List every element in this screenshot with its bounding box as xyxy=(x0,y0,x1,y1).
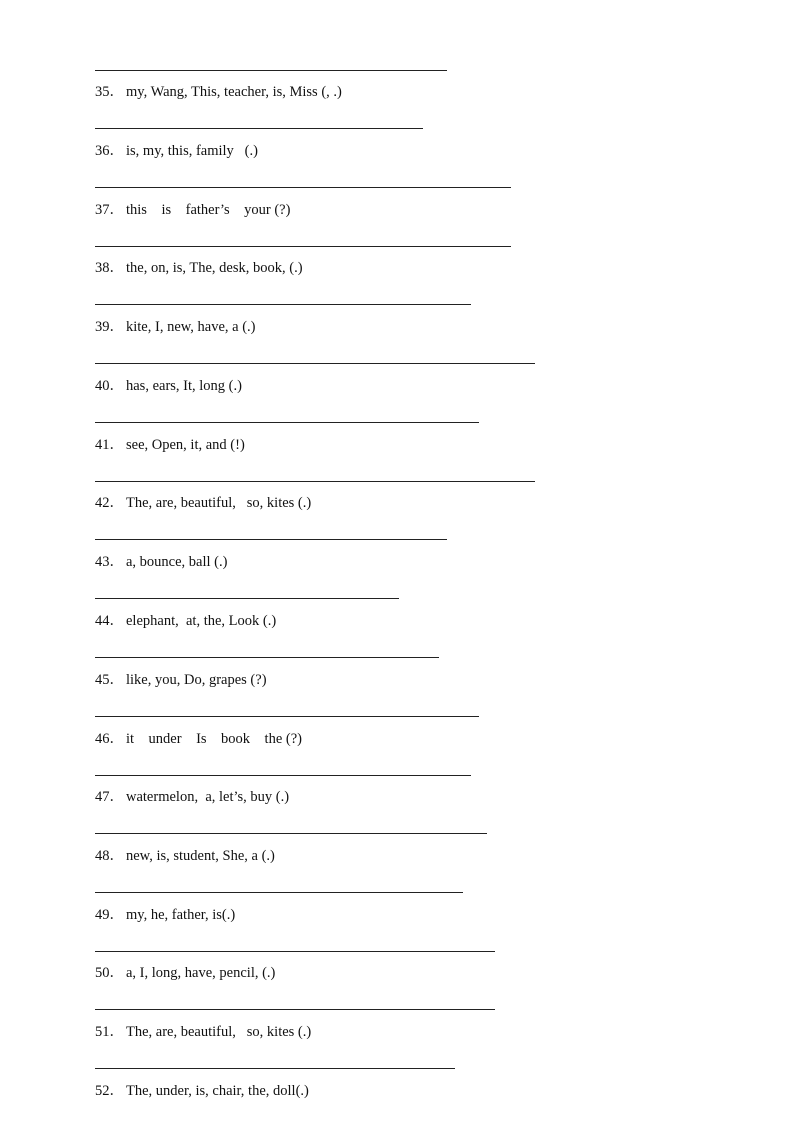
answer-line xyxy=(95,833,487,834)
question-text: it under Is book the (?) xyxy=(126,731,302,747)
question-text: my, he, father, is(.) xyxy=(126,907,236,923)
question-number: 35． xyxy=(95,84,124,100)
answer-line xyxy=(95,246,511,247)
question-text: a, I, long, have, pencil, (.) xyxy=(126,965,276,981)
question-38 xyxy=(95,259,303,277)
question-52 xyxy=(95,1082,309,1100)
question-number: 52． xyxy=(95,1083,124,1099)
question-text: watermelon, a, let’s, buy (.) xyxy=(126,789,290,805)
question-number: 41． xyxy=(95,437,124,453)
question-text: see, Open, it, and (!) xyxy=(126,437,245,453)
question-text: a, bounce, ball (.) xyxy=(126,554,228,570)
question-number: 37． xyxy=(95,202,124,218)
question-35 xyxy=(95,83,342,101)
question-number: 40． xyxy=(95,378,124,394)
question-text: is, my, this, family (.) xyxy=(126,143,258,159)
answer-line xyxy=(95,187,511,188)
question-50 xyxy=(95,964,275,982)
question-37 xyxy=(95,201,290,219)
question-number: 48． xyxy=(95,848,124,864)
answer-line xyxy=(95,716,479,717)
question-44 xyxy=(95,612,276,630)
question-text: the, on, is, The, desk, book, (.) xyxy=(126,260,303,276)
question-number: 43． xyxy=(95,554,124,570)
answer-line xyxy=(95,892,463,893)
question-text: The, are, beautiful, so, kites (.) xyxy=(126,1024,312,1040)
answer-line xyxy=(95,1068,455,1069)
answer-line xyxy=(95,70,447,71)
question-48 xyxy=(95,847,275,865)
answer-line xyxy=(95,657,439,658)
question-text: has, ears, It, long (.) xyxy=(126,378,242,394)
answer-line xyxy=(95,481,535,482)
question-number: 50． xyxy=(95,965,124,981)
question-number: 45． xyxy=(95,672,124,688)
question-number: 38． xyxy=(95,260,124,276)
question-41 xyxy=(95,436,245,454)
answer-line xyxy=(95,539,447,540)
question-text: kite, I, new, have, a (.) xyxy=(126,319,256,335)
question-45 xyxy=(95,671,267,689)
question-text: this is father’s your (?) xyxy=(126,202,291,218)
question-number: 46． xyxy=(95,731,124,747)
question-47 xyxy=(95,788,289,806)
question-text: elephant, at, the, Look (.) xyxy=(126,613,277,629)
question-43 xyxy=(95,553,227,571)
question-42 xyxy=(95,494,311,512)
question-number: 49． xyxy=(95,907,124,923)
question-text: my, Wang, This, teacher, is, Miss (, .) xyxy=(126,84,342,100)
question-40 xyxy=(95,377,242,395)
question-text: The, are, beautiful, so, kites (.) xyxy=(126,495,312,511)
question-text: new, is, student, She, a (.) xyxy=(126,848,275,864)
answer-line xyxy=(95,1009,495,1010)
question-number: 44． xyxy=(95,613,124,629)
question-46 xyxy=(95,730,302,748)
question-text: The, under, is, chair, the, doll(.) xyxy=(126,1083,309,1099)
question-number: 42． xyxy=(95,495,124,511)
question-number: 51． xyxy=(95,1024,124,1040)
question-number: 39． xyxy=(95,319,124,335)
question-49 xyxy=(95,906,235,924)
answer-line xyxy=(95,304,471,305)
question-text: like, you, Do, grapes (?) xyxy=(126,672,267,688)
question-number: 36． xyxy=(95,143,124,159)
answer-line xyxy=(95,128,423,129)
question-51 xyxy=(95,1023,311,1041)
question-39 xyxy=(95,318,256,336)
question-36 xyxy=(95,142,258,160)
answer-line xyxy=(95,775,471,776)
answer-line xyxy=(95,951,495,952)
question-number: 47． xyxy=(95,789,124,805)
answer-line xyxy=(95,598,399,599)
answer-line xyxy=(95,422,479,423)
answer-line xyxy=(95,363,535,364)
